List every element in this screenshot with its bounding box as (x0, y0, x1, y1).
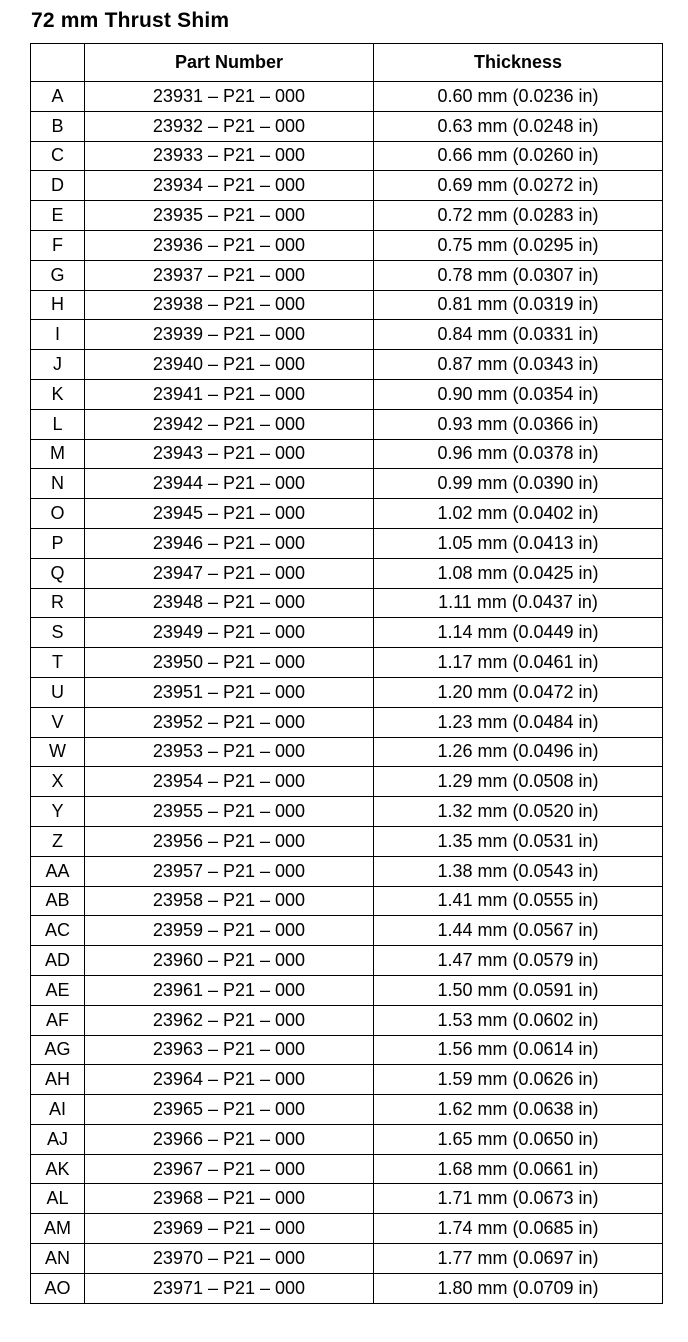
table-row (31, 290, 663, 320)
table-row (31, 469, 663, 499)
shim-letter-cell: AH (31, 1065, 85, 1095)
part-number-cell: 23943 – P21 – 000 (85, 439, 374, 469)
part-number-cell: 23944 – P21 – 000 (85, 469, 374, 499)
table-row (31, 201, 663, 231)
thickness-cell: 1.56 mm (0.0614 in) (374, 1035, 663, 1065)
part-number-cell: 23932 – P21 – 000 (85, 111, 374, 141)
table-row (31, 618, 663, 648)
thickness-cell: 1.65 mm (0.0650 in) (374, 1124, 663, 1154)
table-row (31, 439, 663, 469)
shim-letter-cell: V (31, 707, 85, 737)
thickness-cell: 1.29 mm (0.0508 in) (374, 767, 663, 797)
part-number-cell: 23942 – P21 – 000 (85, 409, 374, 439)
part-number-cell: 23941 – P21 – 000 (85, 379, 374, 409)
shim-letter-cell: W (31, 737, 85, 767)
table-body (31, 82, 663, 1304)
part-number-cell: 23936 – P21 – 000 (85, 230, 374, 260)
thickness-cell: 1.35 mm (0.0531 in) (374, 826, 663, 856)
part-number-cell: 23945 – P21 – 000 (85, 499, 374, 529)
table-row (31, 707, 663, 737)
part-number-cell: 23933 – P21 – 000 (85, 141, 374, 171)
thickness-cell: 1.05 mm (0.0413 in) (374, 528, 663, 558)
thickness-cell: 0.84 mm (0.0331 in) (374, 320, 663, 350)
shim-letter-cell: AC (31, 916, 85, 946)
thickness-cell: 0.60 mm (0.0236 in) (374, 82, 663, 112)
table-row (31, 1095, 663, 1125)
shim-letter-cell: AO (31, 1273, 85, 1303)
shim-letter-cell: L (31, 409, 85, 439)
part-number-cell: 23940 – P21 – 000 (85, 350, 374, 380)
table-header-row (31, 44, 663, 82)
shim-letter-cell: AG (31, 1035, 85, 1065)
part-number-cell: 23931 – P21 – 000 (85, 82, 374, 112)
part-number-cell: 23950 – P21 – 000 (85, 648, 374, 678)
part-number-cell: 23958 – P21 – 000 (85, 886, 374, 916)
part-number-cell: 23970 – P21 – 000 (85, 1244, 374, 1274)
table-row (31, 230, 663, 260)
shim-letter-cell: M (31, 439, 85, 469)
table-row (31, 350, 663, 380)
thickness-cell: 1.11 mm (0.0437 in) (374, 588, 663, 618)
part-number-cell: 23962 – P21 – 000 (85, 1005, 374, 1035)
part-number-cell: 23949 – P21 – 000 (85, 618, 374, 648)
shim-letter-cell: R (31, 588, 85, 618)
shim-letter-cell: O (31, 499, 85, 529)
part-number-cell: 23954 – P21 – 000 (85, 767, 374, 797)
shim-letter-cell: E (31, 201, 85, 231)
thickness-cell: 1.53 mm (0.0602 in) (374, 1005, 663, 1035)
shim-letter-cell: AD (31, 946, 85, 976)
table-row (31, 260, 663, 290)
table-row (31, 677, 663, 707)
thickness-cell: 0.66 mm (0.0260 in) (374, 141, 663, 171)
thickness-cell: 1.14 mm (0.0449 in) (374, 618, 663, 648)
shim-letter-cell: AI (31, 1095, 85, 1125)
shim-letter-cell: AM (31, 1214, 85, 1244)
part-number-cell: 23968 – P21 – 000 (85, 1184, 374, 1214)
table-row (31, 1005, 663, 1035)
shim-letter-cell: B (31, 111, 85, 141)
table-row (31, 528, 663, 558)
part-number-cell: 23959 – P21 – 000 (85, 916, 374, 946)
shim-letter-cell: AN (31, 1244, 85, 1274)
shim-letter-cell: Y (31, 797, 85, 827)
table-row (31, 171, 663, 201)
shim-letter-cell: U (31, 677, 85, 707)
part-number-cell: 23939 – P21 – 000 (85, 320, 374, 350)
part-number-cell: 23964 – P21 – 000 (85, 1065, 374, 1095)
table-row (31, 826, 663, 856)
part-number-cell: 23966 – P21 – 000 (85, 1124, 374, 1154)
thickness-cell: 1.44 mm (0.0567 in) (374, 916, 663, 946)
table-row (31, 82, 663, 112)
shim-letter-cell: J (31, 350, 85, 380)
shim-letter-cell: AJ (31, 1124, 85, 1154)
thickness-cell: 1.38 mm (0.0543 in) (374, 856, 663, 886)
shim-letter-cell: AF (31, 1005, 85, 1035)
thickness-cell: 1.41 mm (0.0555 in) (374, 886, 663, 916)
thickness-cell: 1.68 mm (0.0661 in) (374, 1154, 663, 1184)
table-row (31, 409, 663, 439)
part-number-cell: 23963 – P21 – 000 (85, 1035, 374, 1065)
shim-letter-cell: S (31, 618, 85, 648)
table-row (31, 141, 663, 171)
table-row (31, 1214, 663, 1244)
shim-letter-cell: AB (31, 886, 85, 916)
table-row (31, 797, 663, 827)
part-number-cell: 23971 – P21 – 000 (85, 1273, 374, 1303)
shim-letter-cell: AL (31, 1184, 85, 1214)
table-row (31, 499, 663, 529)
part-number-cell: 23965 – P21 – 000 (85, 1095, 374, 1125)
thickness-cell: 1.26 mm (0.0496 in) (374, 737, 663, 767)
shim-table (30, 43, 663, 1304)
shim-letter-cell: C (31, 141, 85, 171)
part-number-cell: 23953 – P21 – 000 (85, 737, 374, 767)
table-row (31, 379, 663, 409)
table-row (31, 886, 663, 916)
thickness-cell: 1.74 mm (0.0685 in) (374, 1214, 663, 1244)
part-number-cell: 23955 – P21 – 000 (85, 797, 374, 827)
thickness-cell: 1.20 mm (0.0472 in) (374, 677, 663, 707)
part-number-cell: 23957 – P21 – 000 (85, 856, 374, 886)
table-row (31, 946, 663, 976)
thickness-cell: 1.17 mm (0.0461 in) (374, 648, 663, 678)
part-number-cell: 23960 – P21 – 000 (85, 946, 374, 976)
shim-letter-cell: I (31, 320, 85, 350)
part-number-cell: 23938 – P21 – 000 (85, 290, 374, 320)
table-row (31, 737, 663, 767)
thickness-cell: 0.81 mm (0.0319 in) (374, 290, 663, 320)
shim-letter-cell: AK (31, 1154, 85, 1184)
shim-letter-cell: K (31, 379, 85, 409)
part-number-cell: 23956 – P21 – 000 (85, 826, 374, 856)
shim-letter-cell: A (31, 82, 85, 112)
thickness-cell: 0.69 mm (0.0272 in) (374, 171, 663, 201)
table-row (31, 320, 663, 350)
part-number-cell: 23934 – P21 – 000 (85, 171, 374, 201)
thickness-cell: 1.47 mm (0.0579 in) (374, 946, 663, 976)
thickness-cell: 1.71 mm (0.0673 in) (374, 1184, 663, 1214)
part-number-cell: 23967 – P21 – 000 (85, 1154, 374, 1184)
table-row (31, 916, 663, 946)
part-number-cell: 23961 – P21 – 000 (85, 975, 374, 1005)
thickness-cell: 1.08 mm (0.0425 in) (374, 558, 663, 588)
part-number-cell: 23946 – P21 – 000 (85, 528, 374, 558)
shim-letter-cell: H (31, 290, 85, 320)
column-header-thickness: Thickness (374, 44, 663, 82)
part-number-cell: 23948 – P21 – 000 (85, 588, 374, 618)
shim-letter-cell: X (31, 767, 85, 797)
thickness-cell: 1.62 mm (0.0638 in) (374, 1095, 663, 1125)
table-row (31, 1273, 663, 1303)
thickness-cell: 0.75 mm (0.0295 in) (374, 230, 663, 260)
shim-letter-cell: G (31, 260, 85, 290)
table-row (31, 1065, 663, 1095)
thickness-cell: 0.87 mm (0.0343 in) (374, 350, 663, 380)
thickness-cell: 1.02 mm (0.0402 in) (374, 499, 663, 529)
table-row (31, 111, 663, 141)
shim-letter-cell: D (31, 171, 85, 201)
column-header-letter (31, 44, 85, 82)
part-number-cell: 23935 – P21 – 000 (85, 201, 374, 231)
part-number-cell: 23951 – P21 – 000 (85, 677, 374, 707)
part-number-cell: 23947 – P21 – 000 (85, 558, 374, 588)
thickness-cell: 0.72 mm (0.0283 in) (374, 201, 663, 231)
thickness-cell: 0.93 mm (0.0366 in) (374, 409, 663, 439)
shim-letter-cell: Z (31, 826, 85, 856)
page-title: 72 mm Thrust Shim (31, 9, 230, 32)
table-row (31, 1154, 663, 1184)
thickness-cell: 0.78 mm (0.0307 in) (374, 260, 663, 290)
table-row (31, 1244, 663, 1274)
shim-letter-cell: AA (31, 856, 85, 886)
thickness-cell: 1.32 mm (0.0520 in) (374, 797, 663, 827)
shim-letter-cell: N (31, 469, 85, 499)
thickness-cell: 1.80 mm (0.0709 in) (374, 1273, 663, 1303)
shim-letter-cell: AE (31, 975, 85, 1005)
table-row (31, 1184, 663, 1214)
table-row (31, 648, 663, 678)
part-number-cell: 23952 – P21 – 000 (85, 707, 374, 737)
table-row (31, 975, 663, 1005)
thickness-cell: 1.23 mm (0.0484 in) (374, 707, 663, 737)
shim-letter-cell: T (31, 648, 85, 678)
table-row (31, 1124, 663, 1154)
thickness-cell: 0.99 mm (0.0390 in) (374, 469, 663, 499)
shim-letter-cell: P (31, 528, 85, 558)
table-row (31, 767, 663, 797)
thickness-cell: 1.77 mm (0.0697 in) (374, 1244, 663, 1274)
table-row (31, 856, 663, 886)
part-number-cell: 23969 – P21 – 000 (85, 1214, 374, 1244)
thickness-cell: 0.63 mm (0.0248 in) (374, 111, 663, 141)
table-row (31, 588, 663, 618)
thickness-cell: 0.96 mm (0.0378 in) (374, 439, 663, 469)
table-row (31, 558, 663, 588)
table-row (31, 1035, 663, 1065)
part-number-cell: 23937 – P21 – 000 (85, 260, 374, 290)
thickness-cell: 1.50 mm (0.0591 in) (374, 975, 663, 1005)
column-header-part-number: Part Number (85, 44, 374, 82)
thickness-cell: 1.59 mm (0.0626 in) (374, 1065, 663, 1095)
shim-letter-cell: F (31, 230, 85, 260)
thickness-cell: 0.90 mm (0.0354 in) (374, 379, 663, 409)
shim-letter-cell: Q (31, 558, 85, 588)
